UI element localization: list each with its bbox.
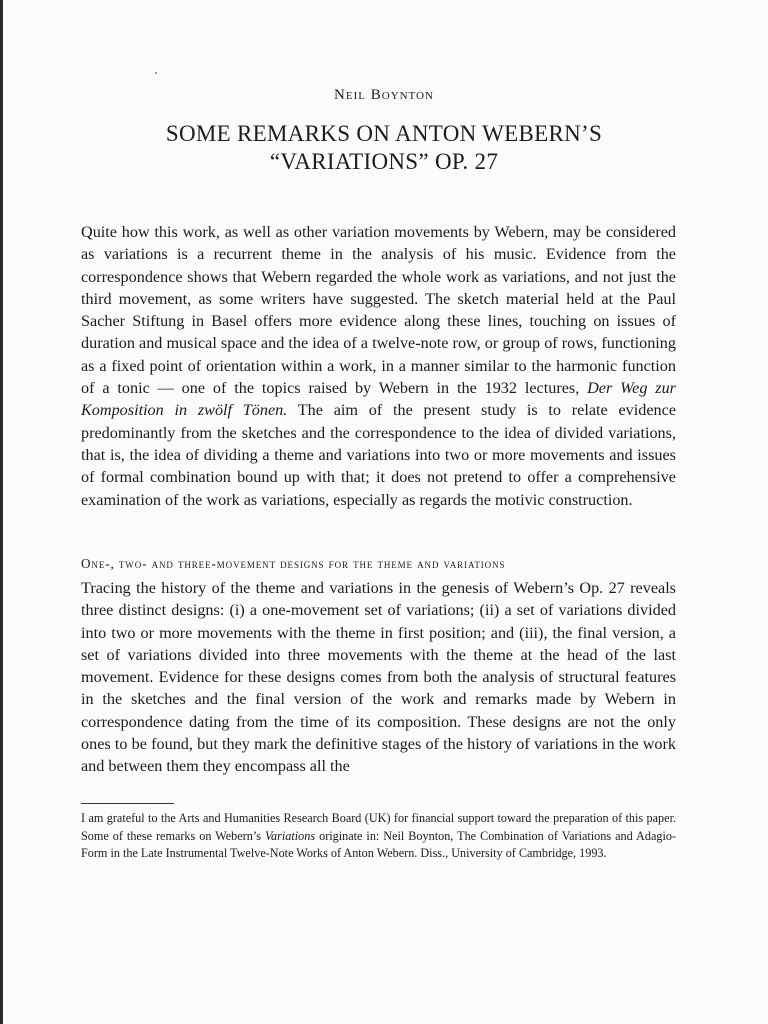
article-title (80, 120, 688, 176)
footnote-rule (81, 803, 174, 804)
lecture-title: Der Weg zur Komposition in zwölf Tönen. (81, 379, 676, 420)
author-name: Neil Boynton (334, 87, 434, 103)
scan-speck (155, 72, 157, 74)
section-heading: One-, two- and three-movement designs for the theme and variations (81, 556, 506, 571)
title-line-2: “VARIATIONS” OP. 27 (269, 149, 499, 174)
intro-text-end: The aim of the present study is to relate evidence predominantly from the sketches and the correspondence to the idea of divided variations, that is, the idea of dividing a theme and variations into two or more movements and issues of formal combination bound up with that; it does not pretend to offer a comprehensive examination of the work as variations, especially as regards the motivic construction. (81, 401, 677, 509)
footnote-text-end: originate in: Neil Boynton, The Combination of Variations and Adagio-Form in the Late Instrumental Twelve-Note Works of Anton Webern. Diss., University of Cambridge, 1993. (81, 828, 676, 861)
footnote-work-title: Variations (264, 828, 316, 843)
section-paragraph: Tracing the history of the theme and variations in the genesis of Webern’s Op. 27 reveals three distinct designs: (i) a one-movement set of variations; (ii) a set of variations divided into two or more movements with the theme in first position; and (iii), the final version, a set of variations divided into three movements with the theme at the head of the last movement. Evidence for these designs comes from both the analysis of structural features in the sketches and the final version of the work and remarks made by Webern in correspondence dating from the time of its composition. These designs are not the only ones to be found, but they mark the definitive stages of the history of variations in the work and between them they encompass all the (81, 579, 676, 776)
title-line-1: SOME REMARKS ON ANTON WEBERN’S (165, 121, 603, 146)
scan-edge (0, 0, 3, 1024)
intro-text-start: Quite how this work, as well as other variation movements by Webern, may be considered as variations is a recurrent theme in the analysis of his music. Evidence from the correspondence shows that Webern regarded the whole work as variations, and not just the third movement, as some writers have suggested. The sketch material held at the Paul Sacher Stiftung in Basel offers more evidence along these lines, touching on issues of duration and musical space and the idea of a twelve-note row, or group of rows, functioning as a fixed point of orientation within a work, in a manner similar to the harmonic function of a tonic — one of the topics raised by Webern in the 1932 lectures, (81, 223, 676, 398)
footnote-text-start: I am grateful to the Arts and Humanities Research Board (UK) for financial support toward the preparation of this paper. Some of these remarks on Webern’s (81, 811, 676, 843)
intro-paragraph (81, 221, 676, 511)
footnote (81, 810, 676, 863)
